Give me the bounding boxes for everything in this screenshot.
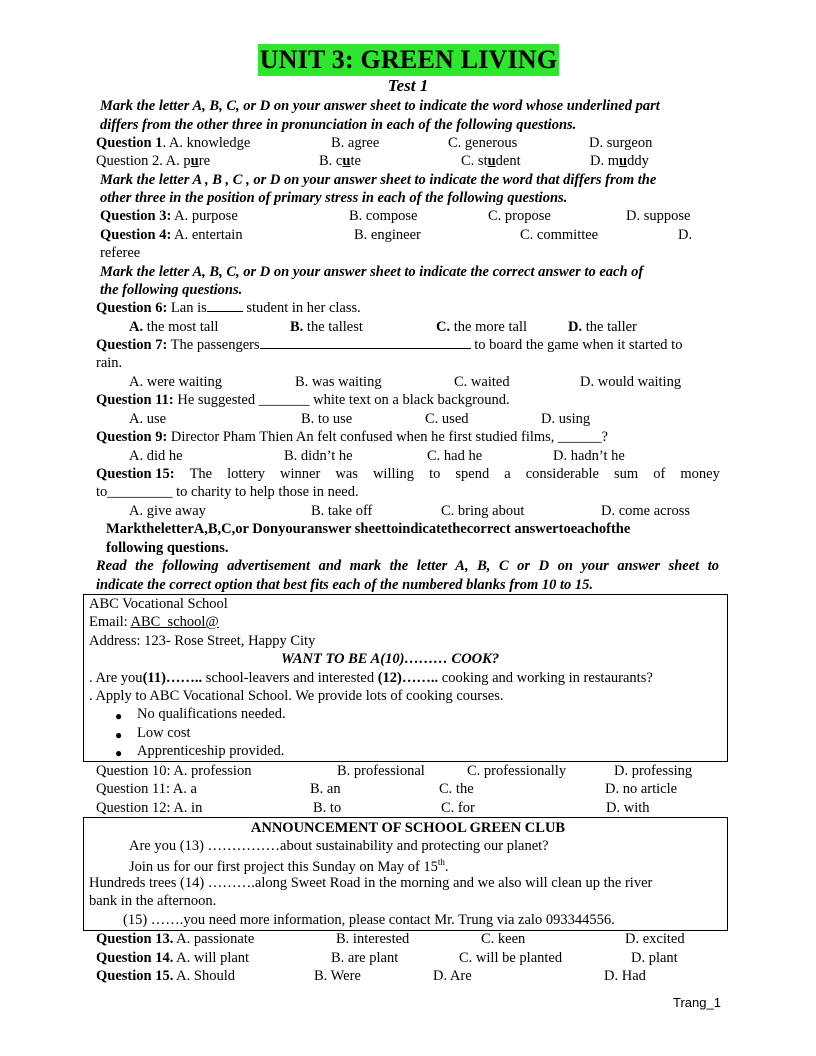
- option-b: B. to: [313, 800, 342, 816]
- option-b: B. engineer: [354, 227, 421, 243]
- option-d: D. no article: [605, 781, 678, 797]
- email-link[interactable]: ABC_school@: [130, 614, 219, 630]
- option-b: B. take off: [311, 503, 373, 519]
- question-10: Question 10: A. profession: [96, 763, 252, 779]
- section4-instruction-line2: following questions.: [106, 540, 229, 556]
- option-d: D. hadn’t he: [553, 448, 625, 464]
- section3-instruction-line2: the following questions.: [100, 282, 243, 298]
- option-a: A. give away: [129, 503, 206, 519]
- bullet-icon: ●: [115, 728, 123, 742]
- option-c: C. keen: [481, 931, 526, 947]
- question-11: Question 11: He suggested _______ white text on a black background.: [96, 392, 510, 408]
- answer-blank: [207, 311, 243, 312]
- question-label: Question 1: [96, 135, 163, 151]
- advert-address: Address: 123- Rose Street, Happy City: [89, 633, 316, 649]
- announcement-line1: Are you (13) ……………about sustainability and protecting our planet?: [129, 838, 549, 854]
- option-d: D. the taller: [568, 319, 637, 335]
- option-b: B. was waiting: [295, 374, 382, 390]
- question-3: Question 3: A. purpose: [100, 208, 238, 224]
- announcement-line5: (15) …….you need more information, please contact Mr. Trung via zalo 093344556.: [123, 912, 615, 928]
- option-a: A. were waiting: [129, 374, 223, 390]
- section4-instruction-line4: indicate the correct option that best fits each of the numbered blanks from 10 to 15.: [96, 577, 594, 593]
- section3-instruction-line1: Mark the letter A, B, C, or D on your answer sheet to indicate the correct answer to each of: [100, 264, 644, 280]
- announcement-heading: ANNOUNCEMENT OF SCHOOL GREEN CLUB: [250, 820, 566, 836]
- answer-blank: [260, 348, 471, 349]
- advert-bullet-item: Apprenticeship provided.: [137, 743, 285, 759]
- advert-line2: . Apply to ABC Vocational School. We provide lots of cooking courses.: [89, 688, 504, 704]
- section1-instruction-line2: differs from the other three in pronunciation in each of the following questions.: [100, 117, 577, 133]
- option-d: D. professing: [614, 763, 693, 779]
- question-7: Question 7: The passengers to board the game when it started to: [96, 337, 683, 353]
- option-d-continued: referee: [100, 245, 141, 261]
- question-15-continued: to_________ to charity to help those in need.: [96, 484, 359, 500]
- option-a: A. did he: [129, 448, 183, 464]
- option-d: D. using: [541, 411, 591, 427]
- section4-instruction-line3: Read the following advertisement and mark the letter A, B, C or D on your answer sheet to: [96, 558, 719, 574]
- question-12: Question 12: A. in: [96, 800, 203, 816]
- option-c: C. committee: [520, 227, 599, 243]
- page-subtitle: Test 1: [387, 76, 429, 95]
- option-b: B. an: [310, 781, 341, 797]
- advert-bullet-item: No qualifications needed.: [137, 706, 286, 722]
- option-b: B. are plant: [331, 950, 399, 966]
- page-number: Trang_1: [673, 995, 721, 1010]
- option-b: B. Were: [314, 968, 361, 984]
- section2-instruction-line2: other three in the position of primary stress in each of the following questions.: [100, 190, 568, 206]
- option-b: B. cute: [319, 153, 361, 169]
- advert-bullet-item: Low cost: [137, 725, 191, 741]
- option-b: B. agree: [331, 135, 380, 151]
- advert-email: Email: ABC_school@: [89, 614, 219, 630]
- option-c: C. will be planted: [459, 950, 563, 966]
- option-b: B. professional: [337, 763, 425, 779]
- announcement-line3: Hundreds trees (14) ……….along Sweet Road in the morning and we also will clean up the river: [89, 875, 653, 891]
- option-c: C. professionally: [467, 763, 567, 779]
- question-14: Question 14. A. will plant: [96, 950, 250, 966]
- option-d: D. come across: [601, 503, 690, 519]
- option-d: D. muddy: [590, 153, 649, 169]
- question-4: Question 4: A. entertain: [100, 227, 243, 243]
- bullet-icon: ●: [115, 709, 123, 723]
- option-d: D. suppose: [626, 208, 691, 224]
- option-c: C. the more tall: [436, 319, 528, 335]
- option-b: B. to use: [301, 411, 353, 427]
- announcement-line2: Join us for our first project this Sunday on May of 15th.: [129, 857, 449, 875]
- question-11-cloze: Question 11: A. a: [96, 781, 197, 797]
- option-b: B. didn’t he: [284, 448, 353, 464]
- section4-instruction-line1: MarktheletterA,B,C,or Donyouranswer sheettoindicatethecorrect answertoeachofthe: [106, 521, 631, 537]
- option-c: D. Are: [433, 968, 472, 984]
- option-a: A. the most tall: [129, 319, 219, 335]
- advert-school: ABC Vocational School: [89, 596, 228, 612]
- option-c: C. student: [461, 153, 521, 169]
- option-c: C. used: [425, 411, 469, 427]
- option-d: D. Had: [604, 968, 646, 984]
- bullet-icon: ●: [115, 746, 123, 760]
- advert-heading: WANT TO BE A(10)……… COOK?: [281, 651, 500, 667]
- question-15-stem: Question 15: The lottery winner was willing to spend a considerable sum of money: [96, 466, 720, 482]
- option-a: A. use: [129, 411, 167, 427]
- option-d: D. excited: [625, 931, 685, 947]
- option-c: C. bring about: [441, 503, 525, 519]
- option-b: B. the tallest: [290, 319, 363, 335]
- section1-instruction-line1: Mark the letter A, B, C, or D on your answer sheet to indicate the word whose underlined part: [100, 98, 660, 114]
- question-7-continued: rain.: [96, 355, 123, 371]
- question-1: [96, 135, 250, 152]
- option-d: D. with: [606, 800, 650, 816]
- option-c: C. propose: [488, 208, 551, 224]
- option-d: D.: [678, 227, 693, 243]
- option-d: D. surgeon: [589, 135, 653, 151]
- page-title: UNIT 3: GREEN LIVING: [259, 45, 558, 74]
- announcement-line4: bank in the afternoon.: [89, 893, 217, 909]
- question-6: Question 6: Lan is student in her class.: [96, 300, 361, 316]
- question-2: Question 2. A. pure: [96, 153, 210, 169]
- question-15: Question 15. A. Should: [96, 968, 235, 984]
- option-b: B. compose: [349, 208, 418, 224]
- option-d: D. would waiting: [580, 374, 682, 390]
- option-c: C. waited: [454, 374, 510, 390]
- option-c: C. had he: [427, 448, 483, 464]
- question-9: Question 9: Director Pham Thien An felt confused when he first studied films, ______?: [96, 429, 608, 445]
- advert-line1: . Are you(11)…….. school-leavers and interested (12)…….. cooking and working in restaurants?: [89, 670, 653, 686]
- section2-instruction-line1: Mark the letter A , B , C , or D on your answer sheet to indicate the word that differs from the: [100, 172, 657, 188]
- option-d: D. plant: [631, 950, 678, 966]
- option-c: C. generous: [448, 135, 518, 151]
- question-13: Question 13. A. passionate: [96, 931, 255, 947]
- option-b: B. interested: [336, 931, 410, 947]
- option-c: C. the: [439, 781, 474, 797]
- option-c: C. for: [441, 800, 475, 816]
- option-a: . A. knowledge: [162, 135, 251, 151]
